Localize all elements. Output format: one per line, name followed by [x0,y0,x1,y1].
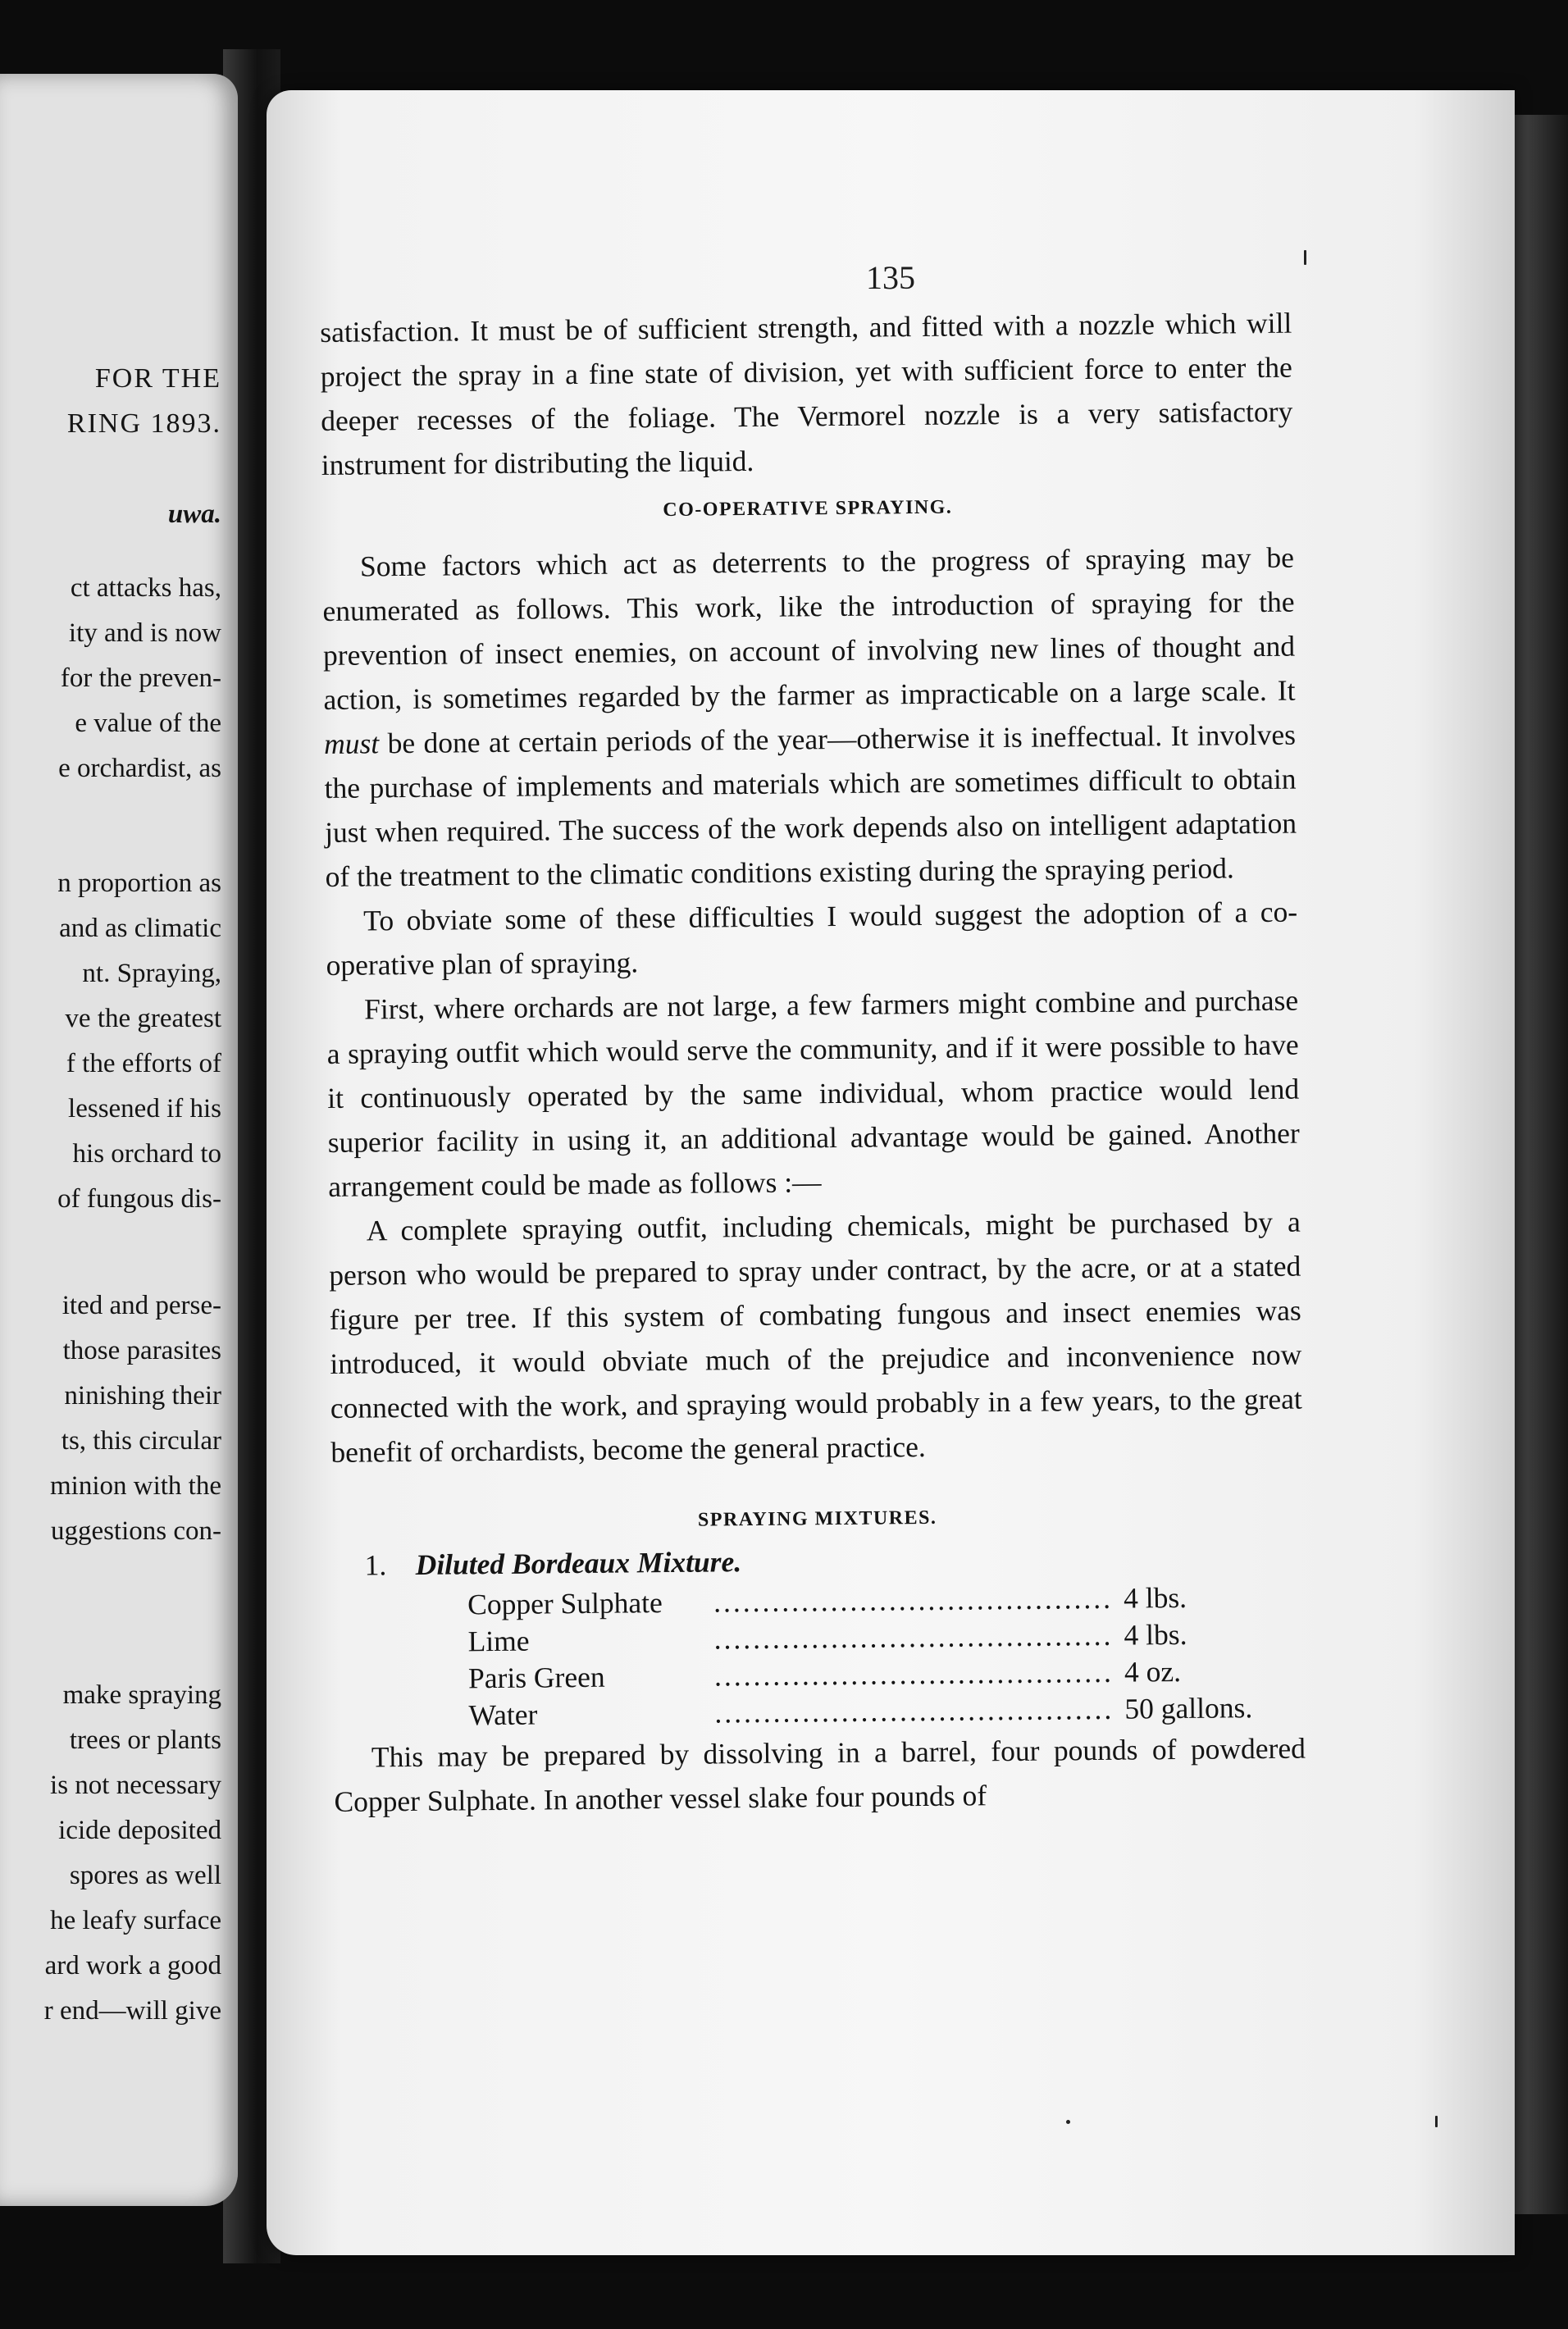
paragraph: A complete spraying outfit, including chemicals, might be purchased by a person who would be prepared to spray under contract, by the acre, or at a stated figure per tree. If this system of combating fungous and insect enemies was introduced, it would obviate much of the prejudice and inconvenience now connected with the work, and spraying would probably in a few years, to the great benefit of orchardists, become the general practice. [329,1205,1302,1469]
paragraph-text: Some factors which act as deterrents to the progress of spraying may be enumerated as follows. This work, like the introduction of spraying for the prevention of insect enemies, on account of involving new lines of thought and action, is sometimes regarded by the farmer as impracticable on a large scale. It [322,540,1296,716]
left-line: make spraying [62,1680,221,1710]
left-line: ts, this circular [61,1426,221,1456]
left-line: is not necessary [50,1771,221,1800]
left-line: for the preven- [60,663,221,693]
scan-speck [1304,250,1306,265]
left-line: minion with the [50,1471,221,1501]
recipe-name: Diluted Bordeaux Mixture. [415,1545,742,1581]
paragraph-text: be done at certain periods of the year—otherwise it is ineffectual. It involves the purchase of implements and materials which are sometimes difficult to obtain just when required. The success of the work depends also on intelligent adaptation of the treatment to the climatic conditions existing during the spraying period. [324,718,1297,893]
ingredient-qty: 4 oz. [1124,1654,1182,1689]
paragraph: This may be prepared by dissolving in a barrel, four pounds of powdered Copper Sulphate. In another vessel slake four pounds of [334,1731,1306,1818]
left-line: lessened if his [68,1094,221,1123]
ingredient-name: Paris Green [467,1660,605,1695]
left-page [0,74,238,2206]
left-line: e value of the [75,709,221,738]
left-header-line: FOR THE [94,363,221,394]
left-line: ninishing their [64,1381,221,1411]
left-line: those parasites [62,1336,221,1365]
left-line: of fungous dis- [57,1184,221,1214]
leader-dots: ......................................... [714,1692,1114,1730]
left-italic-word: uwa. [167,499,221,529]
left-line: nt. Spraying, [82,959,221,988]
left-line: r end—will give [43,1996,221,2026]
leader-dots: ......................................... [713,1581,1114,1619]
ingredient-qty: 50 gallons. [1124,1691,1253,1725]
left-line: ited and perse- [62,1291,221,1320]
left-line: trees or plants [69,1725,221,1755]
ingredient-qty: 4 lbs. [1124,1617,1187,1652]
leader-dots: ......................................... [713,1655,1114,1693]
ingredient-name: Copper Sulphate [467,1586,663,1621]
right-page [267,90,1515,2255]
recipe-number: 1. [364,1548,387,1582]
left-line: spores as well [69,1861,221,1890]
page-body [320,301,1306,1824]
left-line: ve the greatest [65,1004,221,1033]
left-header-line: RING 1893. [66,408,221,439]
left-line: ard work a good [44,1951,221,1980]
scan-speck [1066,2120,1070,2124]
ingredient-name: Lime [467,1624,530,1658]
section-heading: CO-OPERATIVE SPRAYING. [663,496,953,521]
emphasis: must [323,727,380,760]
section-heading: SPRAYING MIXTURES. [697,1506,937,1531]
left-line: e orchardist, as [58,754,221,783]
ingredients-table [467,1579,1256,1734]
paragraph: To obviate some of these difficulties I would suggest the adoption of a co-operative plan of spraying. [326,895,1298,982]
paragraph [322,536,1297,899]
left-line: n proportion as [57,868,221,898]
left-line: and as climatic [59,914,221,943]
left-line: he leafy surface [50,1906,221,1935]
left-line: uggestions con- [50,1516,221,1546]
paragraph: First, where orchards are not large, a few farmers might combine and purchase a spraying outfit which would serve the community, and if it were possible to have it continuously operated by the same individual, whom practice would lend superior facility in using it, an additional advantage would be gained. Another arrangement could be made as follows :— [326,983,1300,1203]
left-line: f the efforts of [66,1049,221,1078]
left-line: ity and is now [68,618,221,648]
left-line: ct attacks has, [70,573,221,603]
left-line: icide deposited [58,1816,221,1845]
ingredient-name: Water [468,1698,538,1732]
ingredient-qty: 4 lbs. [1123,1580,1187,1615]
scan-speck [1435,2116,1438,2127]
leader-dots: ......................................... [713,1618,1114,1656]
paragraph: satisfaction. It must be of sufficient strength, and fitted with a nozzle which will project the spray in a fine state of division, yet with sufficient force to enter the deeper recesses of the foliage. The Vermorel nozzle is a very satisfactory instrument for distributing the liquid. [320,306,1293,481]
left-line: his orchard to [72,1139,221,1169]
page-number: 135 [866,259,915,296]
